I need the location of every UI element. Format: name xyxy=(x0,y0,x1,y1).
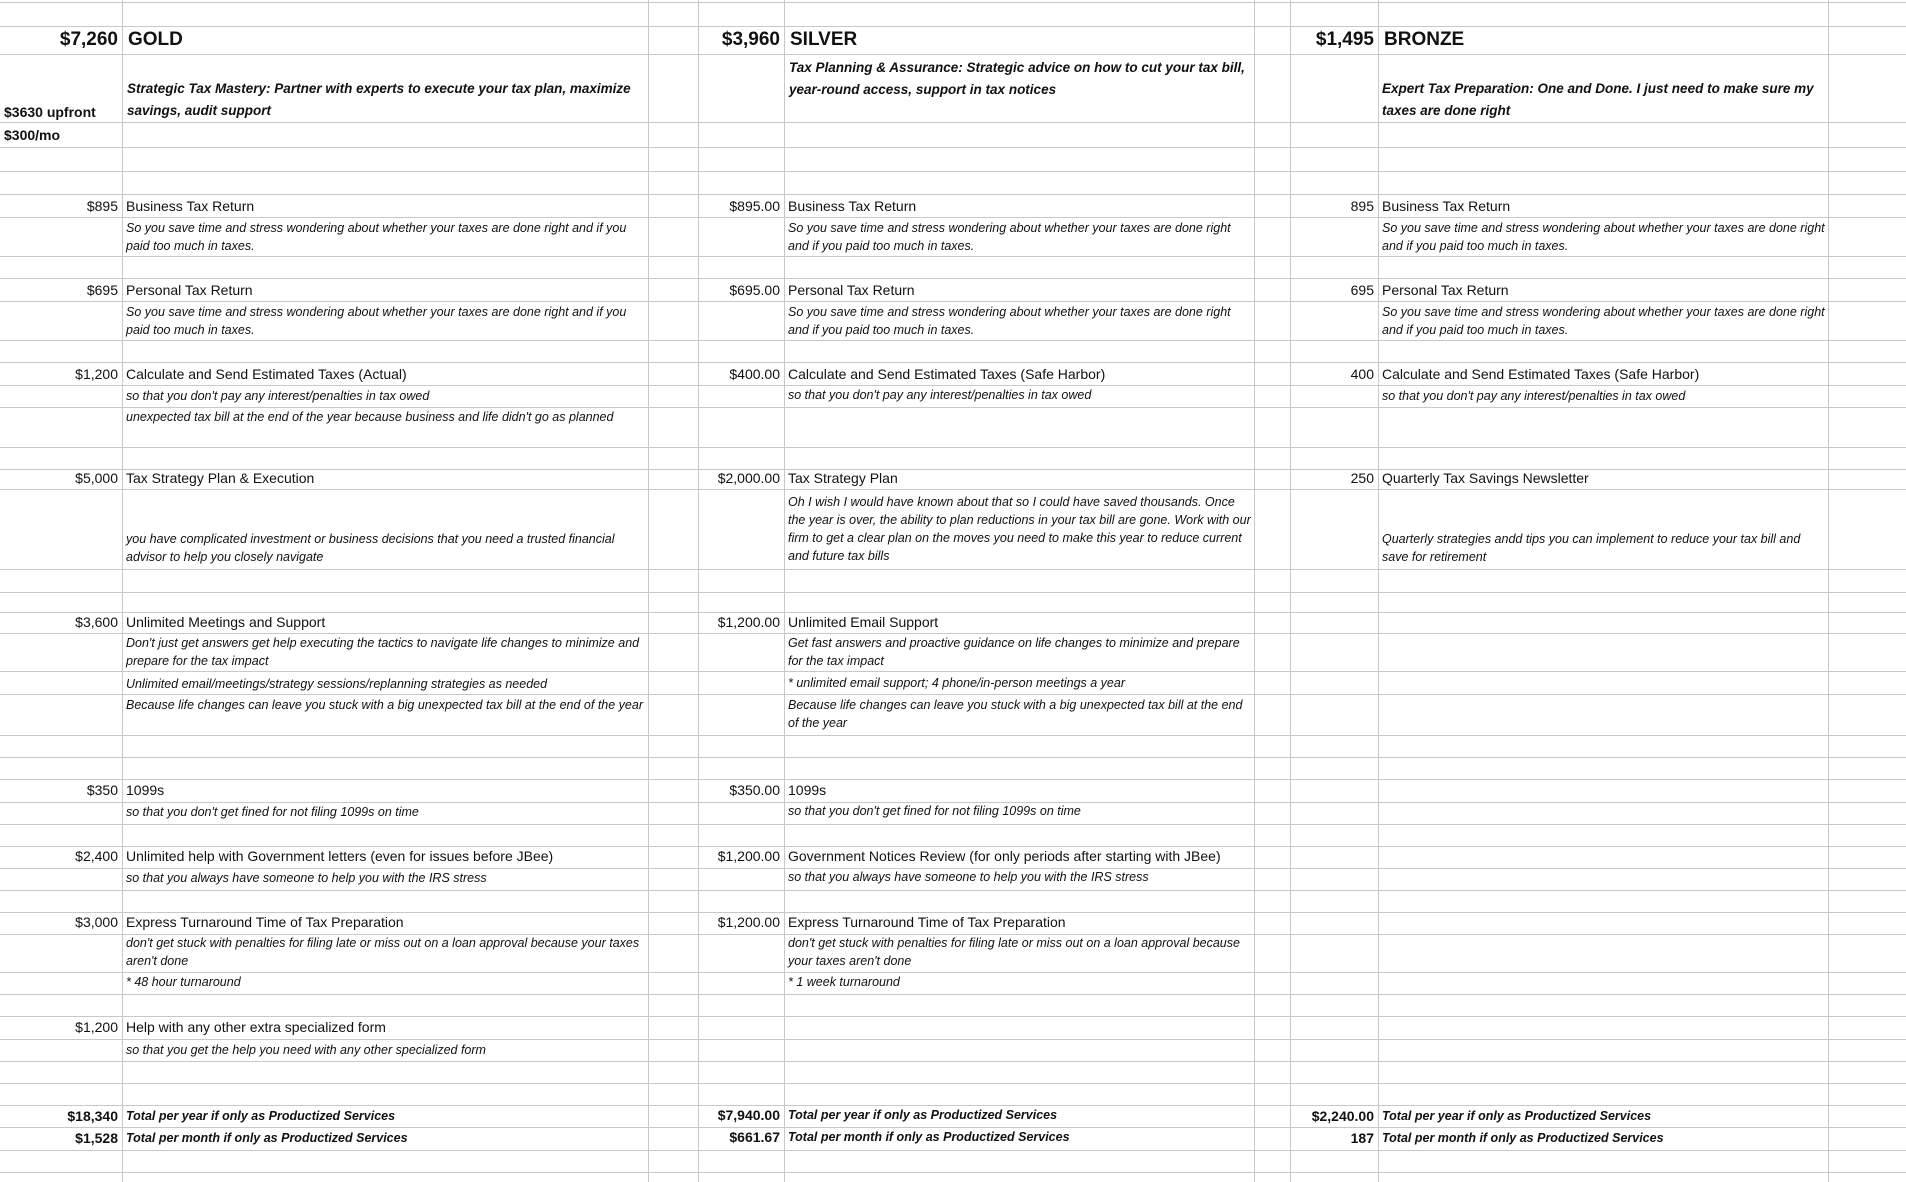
silver-personal-price: $695.00 xyxy=(729,282,780,298)
gold-header-name: GOLD xyxy=(128,29,183,50)
silver-strategy-name: Tax Strategy Plan xyxy=(788,470,898,486)
grid-hline xyxy=(0,779,1906,780)
gold-support-desc1: Don't just get answers get help executing the tactics to navigate life changes to minimize and prepare for the tax impact xyxy=(126,636,640,668)
silver-total-year-label: Total per year if only as Productized Services xyxy=(788,1108,1058,1122)
silver-header-name: SILVER xyxy=(790,29,858,50)
grid-hline xyxy=(0,890,1906,891)
silver-business-price: $895.00 xyxy=(729,198,780,214)
bronze-total-month-price: 187 xyxy=(1350,1130,1374,1146)
grid-hline xyxy=(0,1016,1906,1017)
bronze-total-year-price: $2,240.00 xyxy=(1311,1108,1374,1124)
bronze-business-price: 895 xyxy=(1350,198,1374,214)
grid-hline xyxy=(0,194,1906,195)
bronze-personal-desc: So you save time and stress wondering about whether your taxes are done right and if you paid too much in taxes. xyxy=(1382,305,1825,337)
gold-1099-name: 1099s xyxy=(126,782,165,798)
bronze-estimated-name: Calculate and Send Estimated Taxes (Safe Harbor) xyxy=(1382,366,1700,382)
grid-hline xyxy=(0,757,1906,758)
grid-vline xyxy=(698,0,699,1182)
bronze-business-desc: So you save time and stress wondering about whether your taxes are done right and if you paid too much in taxes. xyxy=(1382,221,1825,253)
grid-hline xyxy=(0,592,1906,593)
gold-upfront-price: $3630 upfront xyxy=(4,104,96,120)
bronze-newsletter-name: Quarterly Tax Savings Newsletter xyxy=(1382,470,1589,486)
silver-1099-desc: so that you don't get fined for not filing 1099s on time xyxy=(788,804,1081,818)
gold-estimated-name: Calculate and Send Estimated Taxes (Actual) xyxy=(126,366,407,382)
gold-express-name: Express Turnaround Time of Tax Preparation xyxy=(126,914,404,930)
gold-1099-price: $350 xyxy=(86,782,118,798)
bronze-newsletter-price: 250 xyxy=(1350,470,1374,486)
silver-1099-price: $350.00 xyxy=(729,782,780,798)
gold-personal-desc: So you save time and stress wondering about whether your taxes are done right and if you paid too much in taxes. xyxy=(126,305,627,337)
grid-hline xyxy=(0,447,1906,448)
bronze-personal-name: Personal Tax Return xyxy=(1382,282,1509,298)
grid-hline xyxy=(0,1083,1906,1084)
grid-hline xyxy=(0,301,1906,302)
silver-express-name: Express Turnaround Time of Tax Preparation xyxy=(788,914,1066,930)
gold-total-month-price: $1,528 xyxy=(75,1130,118,1146)
silver-express-desc: don't get stuck with penalties for filing late or miss out on a loan approval because your taxes aren't done xyxy=(788,936,1240,968)
silver-estimated-name: Calculate and Send Estimated Taxes (Safe Harbor) xyxy=(788,366,1106,382)
gold-forms-desc: so that you get the help you need with any other specialized form xyxy=(126,1043,486,1057)
gold-express-note: * 48 hour turnaround xyxy=(126,975,241,989)
silver-support-desc3: Because life changes can leave you stuck with a big unexpected tax bill at the end of the year xyxy=(788,698,1243,730)
silver-support-price: $1,200.00 xyxy=(717,614,780,630)
silver-business-desc: So you save time and stress wondering about whether your taxes are done right and if you paid too much in taxes. xyxy=(788,221,1231,253)
grid-hline xyxy=(0,362,1906,363)
silver-express-price: $1,200.00 xyxy=(717,914,780,930)
grid-hline xyxy=(0,26,1906,27)
silver-total-year-price: $7,940.00 xyxy=(717,1107,780,1123)
grid-vline xyxy=(784,0,785,1182)
gold-total-year-label: Total per year if only as Productized Services xyxy=(126,1109,396,1123)
grid-hline xyxy=(0,147,1906,148)
gold-forms-price: $1,200 xyxy=(75,1019,118,1035)
grid-hline xyxy=(0,340,1906,341)
silver-strategy-desc: Oh I wish I would have known about that so I could have saved thousands. Once the year is over, the ability to plan reductions in your tax bill are gone. Work with our firm to get a clear plan on the moves you need to make this year to reduce current and future tax bills xyxy=(788,495,1251,563)
gold-tier-description: Strategic Tax Mastery: Partner with experts to execute your tax plan, maximize savings, audit support xyxy=(127,81,631,118)
gold-support-price: $3,600 xyxy=(75,614,118,630)
gold-support-name: Unlimited Meetings and Support xyxy=(126,614,326,630)
silver-support-desc1: Get fast answers and proactive guidance on life changes to minimize and prepare for the tax impact xyxy=(788,636,1240,668)
grid-hline xyxy=(0,671,1906,672)
bronze-tier-description: Expert Tax Preparation: One and Done. I just need to make sure my taxes are done right xyxy=(1382,81,1814,118)
silver-gov-price: $1,200.00 xyxy=(717,848,780,864)
gold-gov-price: $2,400 xyxy=(75,848,118,864)
silver-strategy-price: $2,000.00 xyxy=(717,470,780,486)
gold-strategy-price: $5,000 xyxy=(75,470,118,486)
gold-strategy-desc: you have complicated investment or business decisions that you need a trusted financial advisor to help you closely navigate xyxy=(126,532,615,564)
grid-hline xyxy=(0,569,1906,570)
silver-personal-name: Personal Tax Return xyxy=(788,282,915,298)
bronze-estimated-desc: so that you don't pay any interest/penalties in tax owed xyxy=(1382,389,1686,403)
gold-estimated-price: $1,200 xyxy=(75,366,118,382)
grid-hline xyxy=(0,735,1906,736)
grid-hline xyxy=(0,217,1906,218)
gold-strategy-name: Tax Strategy Plan & Execution xyxy=(126,470,315,486)
bronze-total-month-label: Total per month if only as Productized Services xyxy=(1382,1131,1664,1145)
bronze-estimated-price: 400 xyxy=(1350,366,1374,382)
silver-gov-name: Government Notices Review (for only periods after starting with JBee) xyxy=(788,848,1221,864)
grid-hline xyxy=(0,171,1906,172)
silver-total-month-label: Total per month if only as Productized Services xyxy=(788,1130,1070,1144)
silver-1099-name: 1099s xyxy=(788,782,827,798)
gold-gov-name: Unlimited help with Government letters (even for issues before JBee) xyxy=(126,848,554,864)
grid-vline xyxy=(648,0,649,1182)
silver-estimated-desc: so that you don't pay any interest/penalties in tax owed xyxy=(788,388,1092,402)
gold-gov-desc: so that you always have someone to help you with the IRS stress xyxy=(126,871,487,885)
grid-hline xyxy=(0,256,1906,257)
grid-vline xyxy=(1254,0,1255,1182)
grid-hline xyxy=(0,1150,1906,1151)
silver-business-name: Business Tax Return xyxy=(788,198,917,214)
grid-hline xyxy=(0,489,1906,490)
grid-vline xyxy=(1290,0,1291,1182)
silver-express-note: * 1 week turnaround xyxy=(788,975,900,989)
grid-vline xyxy=(1378,0,1379,1182)
silver-support-desc2: * unlimited email support; 4 phone/in-person meetings a year xyxy=(788,676,1125,690)
silver-estimated-price: $400.00 xyxy=(729,366,780,382)
gold-total-month-label: Total per month if only as Productized Services xyxy=(126,1131,408,1145)
gold-estimated-desc: so that you don't pay any interest/penalties in tax owed xyxy=(126,389,430,403)
grid-hline xyxy=(0,1039,1906,1040)
grid-vline xyxy=(122,0,123,1182)
grid-hline xyxy=(0,1172,1906,1173)
bronze-header-name: BRONZE xyxy=(1384,29,1465,50)
silver-personal-desc: So you save time and stress wondering about whether your taxes are done right and if you paid too much in taxes. xyxy=(788,305,1231,337)
gold-personal-name: Personal Tax Return xyxy=(126,282,253,298)
grid-hline xyxy=(0,994,1906,995)
bronze-business-name: Business Tax Return xyxy=(1382,198,1511,214)
grid-hline xyxy=(0,2,1906,3)
gold-personal-price: $695 xyxy=(86,282,118,298)
grid-hline xyxy=(0,1061,1906,1062)
gold-business-price: $895 xyxy=(86,198,118,214)
gold-support-desc3: Because life changes can leave you stuck with a big unexpected tax bill at the end of the year xyxy=(126,698,643,712)
silver-total-month-price: $661.67 xyxy=(729,1129,780,1145)
silver-gov-desc: so that you always have someone to help you with the IRS stress xyxy=(788,870,1149,884)
grid-hline xyxy=(0,278,1906,279)
gold-monthly-price: $300/mo xyxy=(4,127,61,143)
gold-forms-name: Help with any other extra specialized form xyxy=(126,1019,386,1035)
grid-hline xyxy=(0,122,1906,123)
gold-support-desc2: Unlimited email/meetings/strategy sessions/replanning strategies as needed xyxy=(126,677,548,691)
gold-business-name: Business Tax Return xyxy=(126,198,255,214)
silver-tier-description: Tax Planning & Assurance: Strategic advice on how to cut your tax bill, year-round access, support in tax notices xyxy=(789,60,1245,97)
silver-header-price: $3,960 xyxy=(721,29,780,50)
bronze-newsletter-desc: Quarterly strategies andd tips you can implement to reduce your tax bill and save for retirement xyxy=(1382,532,1801,564)
gold-total-year-price: $18,340 xyxy=(67,1108,118,1124)
bronze-header-price: $1,495 xyxy=(1315,29,1374,50)
bronze-total-year-label: Total per year if only as Productized Services xyxy=(1382,1109,1652,1123)
bronze-personal-price: 695 xyxy=(1350,282,1374,298)
gold-estimated-desc2: unexpected tax bill at the end of the year because business and life didn't go as planned xyxy=(126,410,614,424)
gold-express-desc: don't get stuck with penalties for filing late or miss out on a loan approval because your taxes aren't done xyxy=(126,936,640,968)
grid-vline xyxy=(1828,0,1829,1182)
silver-support-name: Unlimited Email Support xyxy=(788,614,939,630)
gold-express-price: $3,000 xyxy=(75,914,118,930)
grid-hline xyxy=(0,824,1906,825)
grid-hline xyxy=(0,694,1906,695)
gold-header-price: $7,260 xyxy=(59,29,118,50)
gold-business-desc: So you save time and stress wondering about whether your taxes are done right and if you paid too much in taxes. xyxy=(126,221,627,253)
grid-hline xyxy=(0,54,1906,55)
gold-1099-desc: so that you don't get fined for not filing 1099s on time xyxy=(126,805,419,819)
